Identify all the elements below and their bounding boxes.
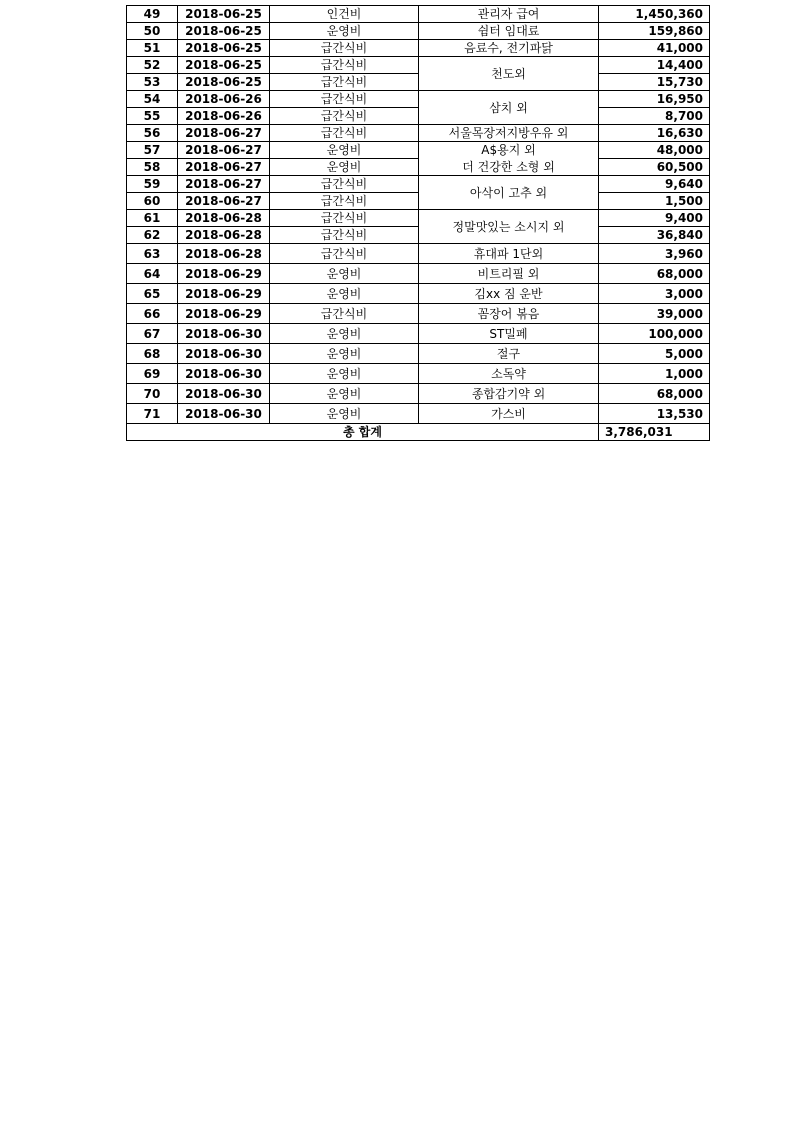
table-row [127, 6, 710, 23]
table-row [127, 159, 710, 176]
total-row [127, 424, 710, 441]
table-row [127, 142, 710, 159]
row-number: 53 [127, 74, 178, 91]
row-date: 2018-06-28 [178, 244, 270, 264]
table-row [127, 284, 710, 304]
row-date: 2018-06-30 [178, 364, 270, 384]
total-amount: 3,786,031 [599, 424, 710, 441]
table-row [127, 91, 710, 108]
row-description: 가스비 [419, 404, 599, 424]
row-category: 급간식비 [270, 125, 419, 142]
row-date: 2018-06-27 [178, 159, 270, 176]
row-amount: 36,840 [599, 227, 710, 244]
table-row [127, 210, 710, 227]
row-category: 급간식비 [270, 40, 419, 57]
row-description: 절구 [419, 344, 599, 364]
row-category: 급간식비 [270, 193, 419, 210]
row-amount: 1,000 [599, 364, 710, 384]
table-row [127, 57, 710, 74]
row-category: 급간식비 [270, 57, 419, 74]
row-description: ST밀페 [419, 324, 599, 344]
row-date: 2018-06-27 [178, 142, 270, 159]
table-row [127, 227, 710, 244]
row-date: 2018-06-25 [178, 23, 270, 40]
row-amount: 14,400 [599, 57, 710, 74]
row-number: 64 [127, 264, 178, 284]
row-number: 63 [127, 244, 178, 264]
row-number: 60 [127, 193, 178, 210]
row-category: 운영비 [270, 23, 419, 40]
row-category: 운영비 [270, 384, 419, 404]
row-category: 운영비 [270, 264, 419, 284]
row-category: 급간식비 [270, 210, 419, 227]
table-row [127, 193, 710, 210]
row-date: 2018-06-30 [178, 404, 270, 424]
row-number: 61 [127, 210, 178, 227]
table-row [127, 344, 710, 364]
row-category: 운영비 [270, 284, 419, 304]
row-description: 서울목장저지방우유 외 [419, 125, 599, 142]
row-description: 종합감기약 외 [419, 384, 599, 404]
row-description: 비트리필 외 [419, 264, 599, 284]
table-row [127, 244, 710, 264]
row-amount: 159,860 [599, 23, 710, 40]
row-amount: 13,530 [599, 404, 710, 424]
row-number: 54 [127, 91, 178, 108]
row-description: 정말맛있는 소시지 외 [419, 210, 599, 244]
row-number: 59 [127, 176, 178, 193]
row-category: 운영비 [270, 404, 419, 424]
row-number: 49 [127, 6, 178, 23]
row-category: 급간식비 [270, 244, 419, 264]
row-category: 운영비 [270, 344, 419, 364]
table-row [127, 23, 710, 40]
table-row [127, 108, 710, 125]
row-amount: 3,960 [599, 244, 710, 264]
row-date: 2018-06-30 [178, 344, 270, 364]
row-amount: 60,500 [599, 159, 710, 176]
row-amount: 48,000 [599, 142, 710, 159]
row-amount: 9,400 [599, 210, 710, 227]
row-category: 운영비 [270, 142, 419, 159]
row-number: 57 [127, 142, 178, 159]
row-category: 인건비 [270, 6, 419, 23]
row-amount: 1,450,360 [599, 6, 710, 23]
row-number: 58 [127, 159, 178, 176]
row-amount: 15,730 [599, 74, 710, 91]
row-date: 2018-06-29 [178, 284, 270, 304]
row-number: 70 [127, 384, 178, 404]
row-description: 김xx 짐 운반 [419, 284, 599, 304]
table-row [127, 304, 710, 324]
row-category: 급간식비 [270, 91, 419, 108]
row-date: 2018-06-26 [178, 108, 270, 125]
row-description: 소독약 [419, 364, 599, 384]
table-row [127, 264, 710, 284]
row-amount: 3,000 [599, 284, 710, 304]
row-description: 더 건강한 소형 외 [419, 159, 599, 176]
row-number: 56 [127, 125, 178, 142]
row-description: A$용지 외 [419, 142, 599, 159]
row-number: 67 [127, 324, 178, 344]
row-description: 삼치 외 [419, 91, 599, 125]
row-amount: 39,000 [599, 304, 710, 324]
row-number: 69 [127, 364, 178, 384]
row-amount: 41,000 [599, 40, 710, 57]
row-date: 2018-06-28 [178, 227, 270, 244]
table-row [127, 324, 710, 344]
expense-ledger-table [126, 5, 710, 441]
row-number: 52 [127, 57, 178, 74]
row-number: 51 [127, 40, 178, 57]
row-date: 2018-06-25 [178, 6, 270, 23]
row-number: 71 [127, 404, 178, 424]
row-category: 급간식비 [270, 304, 419, 324]
row-category: 급간식비 [270, 227, 419, 244]
row-date: 2018-06-27 [178, 176, 270, 193]
row-amount: 1,500 [599, 193, 710, 210]
row-date: 2018-06-26 [178, 91, 270, 108]
row-category: 운영비 [270, 159, 419, 176]
row-date: 2018-06-29 [178, 304, 270, 324]
row-description: 아삭이 고추 외 [419, 176, 599, 210]
row-category: 급간식비 [270, 176, 419, 193]
row-amount: 16,630 [599, 125, 710, 142]
table-row [127, 364, 710, 384]
table-row [127, 74, 710, 91]
row-date: 2018-06-27 [178, 125, 270, 142]
row-category: 급간식비 [270, 108, 419, 125]
row-amount: 9,640 [599, 176, 710, 193]
row-amount: 16,950 [599, 91, 710, 108]
row-description: 관리자 급여 [419, 6, 599, 23]
table-row [127, 40, 710, 57]
row-description: 쉼터 임대료 [419, 23, 599, 40]
row-category: 운영비 [270, 364, 419, 384]
row-date: 2018-06-27 [178, 193, 270, 210]
row-amount: 5,000 [599, 344, 710, 364]
row-date: 2018-06-30 [178, 324, 270, 344]
row-number: 62 [127, 227, 178, 244]
row-date: 2018-06-30 [178, 384, 270, 404]
row-description: 휴대파 1단외 [419, 244, 599, 264]
row-amount: 68,000 [599, 264, 710, 284]
row-date: 2018-06-25 [178, 74, 270, 91]
row-description: 음료수, 전기파닭 [419, 40, 599, 57]
table-row [127, 404, 710, 424]
row-amount: 100,000 [599, 324, 710, 344]
table-row [127, 125, 710, 142]
row-number: 65 [127, 284, 178, 304]
row-number: 50 [127, 23, 178, 40]
row-description: 꼼장어 볶음 [419, 304, 599, 324]
row-date: 2018-06-25 [178, 40, 270, 57]
row-number: 66 [127, 304, 178, 324]
row-date: 2018-06-29 [178, 264, 270, 284]
table-row [127, 176, 710, 193]
row-date: 2018-06-28 [178, 210, 270, 227]
row-date: 2018-06-25 [178, 57, 270, 74]
row-amount: 68,000 [599, 384, 710, 404]
row-number: 55 [127, 108, 178, 125]
row-category: 운영비 [270, 324, 419, 344]
row-description: 천도외 [419, 57, 599, 91]
row-number: 68 [127, 344, 178, 364]
row-amount: 8,700 [599, 108, 710, 125]
total-label: 총 합계 [127, 424, 599, 441]
row-category: 급간식비 [270, 74, 419, 91]
table-row [127, 384, 710, 404]
